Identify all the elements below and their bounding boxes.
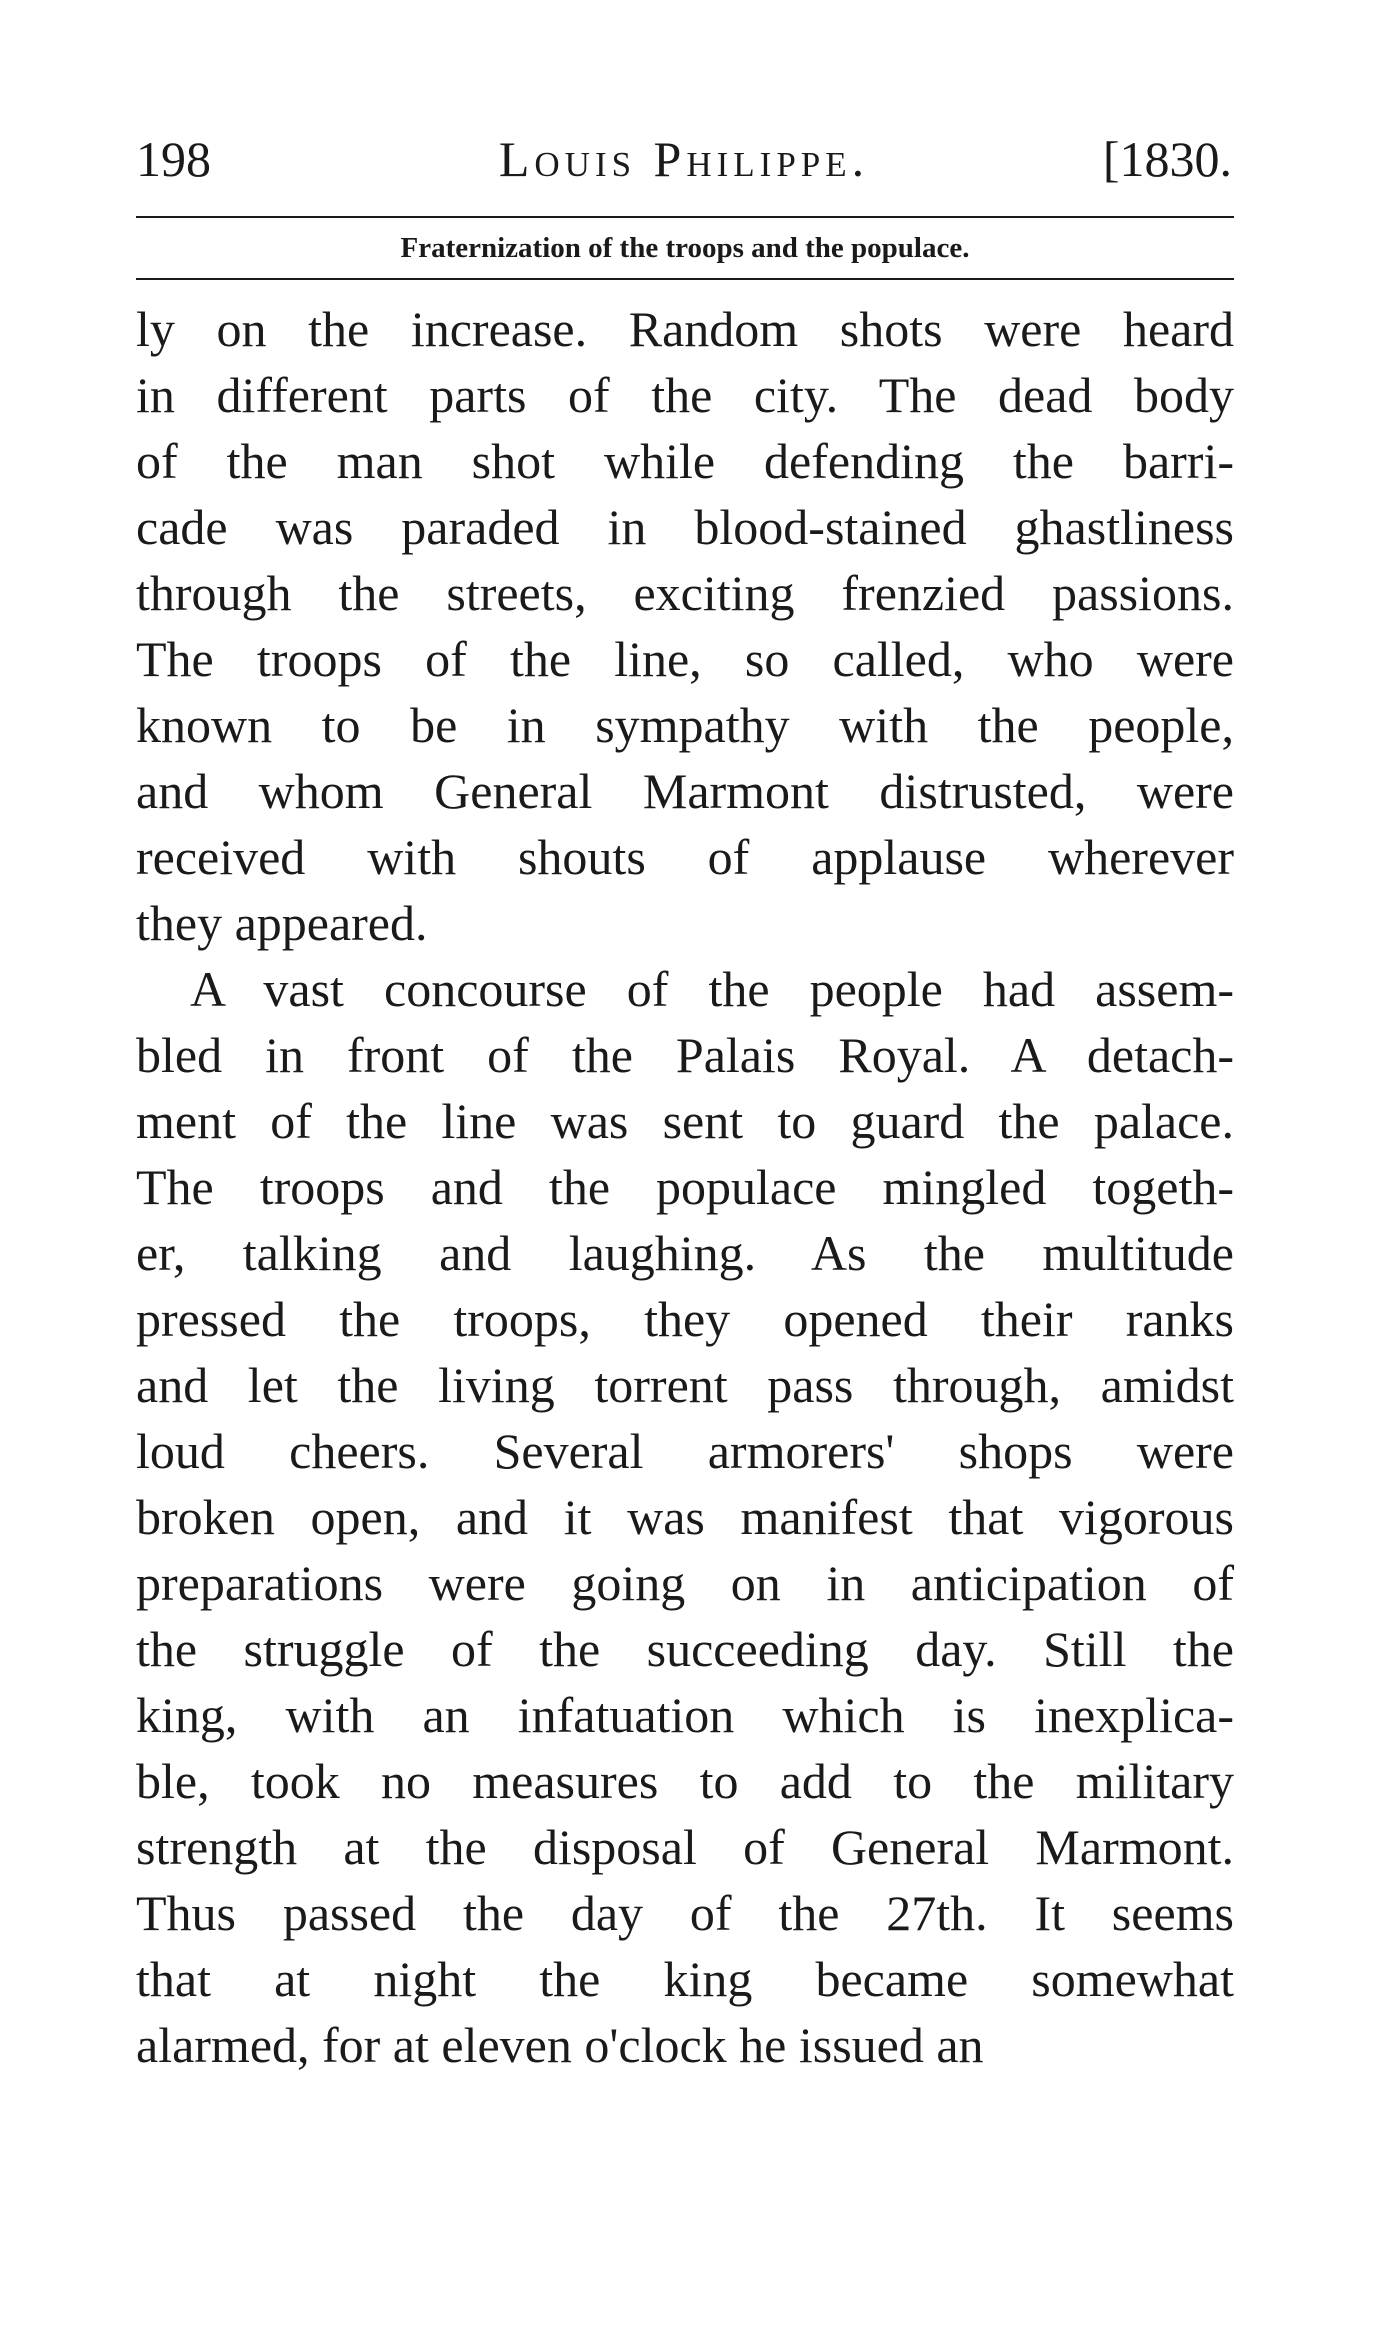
page-number: 198: [136, 131, 211, 187]
text-line: that at night the king became somewhat: [136, 1951, 1234, 2007]
text-line: A vast concourse of the people had assem-: [190, 961, 1234, 1017]
text-line: and whom General Marmont distrusted, were: [136, 763, 1234, 819]
text-line: of the man shot while defending the barri-: [136, 433, 1234, 489]
text-line: pressed the troops, they opened their ranks: [136, 1291, 1234, 1347]
header-rule-bottom: [136, 278, 1234, 280]
text-line: alarmed, for at eleven o'clock he issued an: [136, 2017, 984, 2073]
text-line: broken open, and it was manifest that vigorous: [136, 1489, 1234, 1545]
text-line: strength at the disposal of General Marmont.: [136, 1819, 1234, 1875]
text-line: through the streets, exciting frenzied passions.: [136, 565, 1234, 621]
text-line: received with shouts of applause wherever: [136, 829, 1234, 885]
running-title: Louis Philippe.: [498, 131, 870, 187]
text-line: and let the living torrent pass through, amidst: [136, 1357, 1234, 1413]
paragraph: [136, 956, 1234, 2078]
text-line: The troops and the populace mingled togeth-: [136, 1159, 1234, 1215]
body-text: [136, 296, 1234, 2078]
text-line: the struggle of the succeeding day. Still the: [136, 1621, 1234, 1677]
text-line: loud cheers. Several armorers' shops were: [136, 1423, 1234, 1479]
text-line: preparations were going on in anticipation of: [136, 1555, 1234, 1611]
paragraph: [136, 296, 1234, 956]
text-line: ble, took no measures to add to the military: [136, 1753, 1234, 1809]
text-line: known to be in sympathy with the people,: [136, 697, 1234, 753]
text-line: er, talking and laughing. As the multitude: [136, 1225, 1234, 1281]
text-line: Thus passed the day of the 27th. It seems: [136, 1885, 1234, 1941]
running-head: [136, 124, 1232, 194]
text-line: The troops of the line, so called, who were: [136, 631, 1234, 687]
header-rule-top: [136, 216, 1234, 218]
text-line: king, with an infatuation which is inexplica-: [136, 1687, 1234, 1743]
running-year: [1830.: [1102, 131, 1232, 187]
text-line: they appeared.: [136, 895, 428, 951]
text-line: in different parts of the city. The dead body: [136, 367, 1234, 423]
section-subheading: Fraternization of the troops and the populace.: [400, 232, 970, 264]
text-line: cade was paraded in blood-stained ghastliness: [136, 499, 1234, 555]
text-line: ly on the increase. Random shots were heard: [136, 301, 1234, 357]
text-line: bled in front of the Palais Royal. A detach-: [136, 1027, 1234, 1083]
text-line: ment of the line was sent to guard the palace.: [136, 1093, 1234, 1149]
